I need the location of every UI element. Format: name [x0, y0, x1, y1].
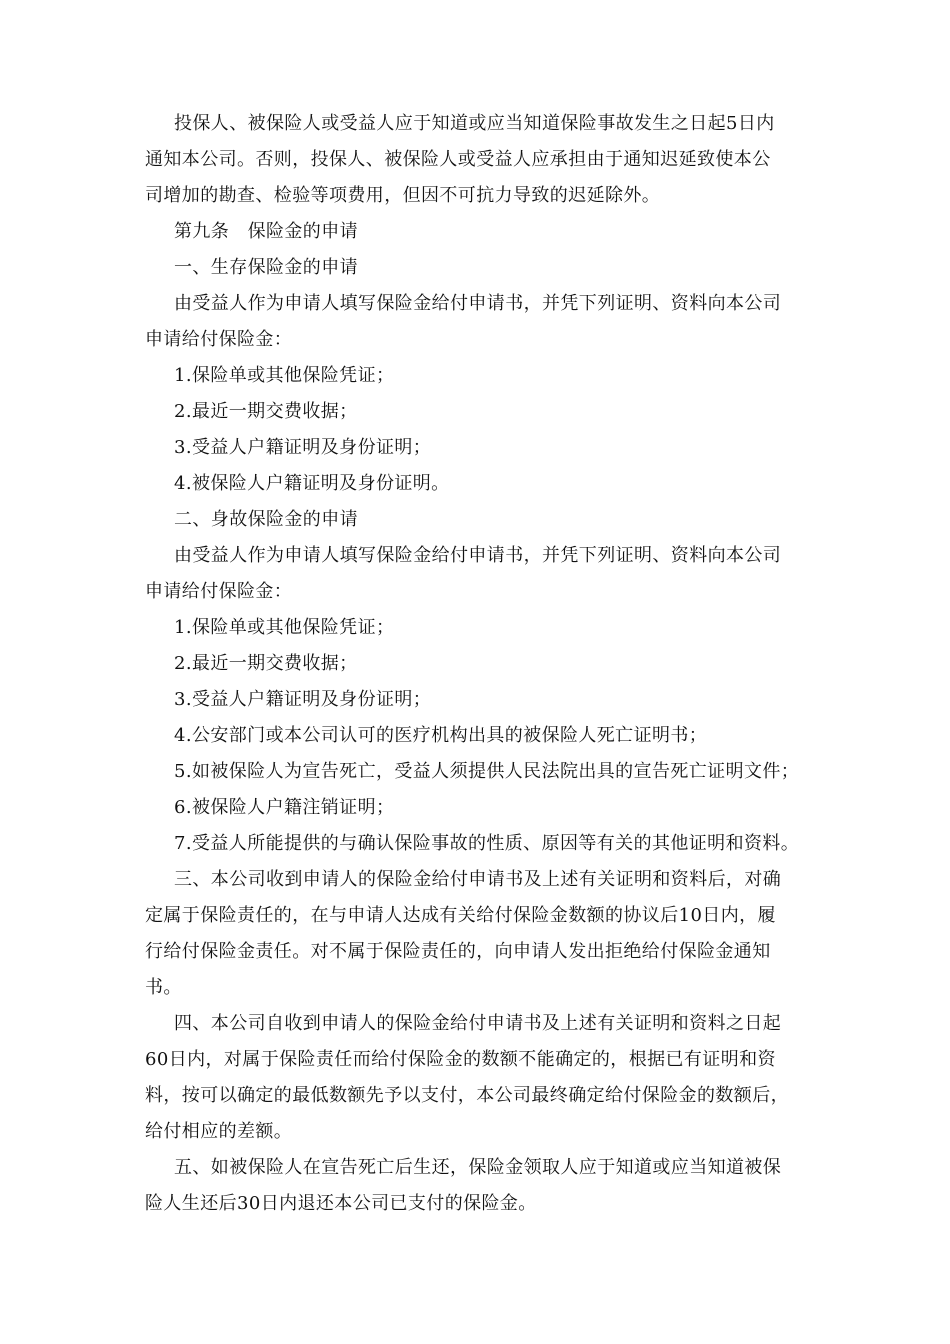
text-line: 2.最近一期交费收据； — [174, 401, 358, 422]
text-line: 7.受益人所能提供的与确认保险事故的性质、原因等有关的其他证明和资料。 — [174, 833, 800, 854]
text-line: 4.公安部门或本公司认可的医疗机构出具的被保险人死亡证明书； — [174, 725, 708, 746]
text-line: 申请给付保险金： — [145, 581, 293, 602]
text-line: 第九条 保险金的申请 — [174, 221, 358, 242]
text-line: 书。 — [145, 977, 182, 998]
text-line: 行给付保险金责任。对不属于保险责任的，向申请人发出拒绝给付保险金通知 — [145, 941, 771, 962]
text-line: 四、本公司自收到申请人的保险金给付申请书及上述有关证明和资料之日起 — [174, 1013, 782, 1034]
text-line: 料，按可以确定的最低数额先予以支付，本公司最终确定给付保险金的数额后， — [145, 1085, 789, 1106]
text-line: 1.保险单或其他保险凭证； — [174, 617, 395, 638]
text-line: 二、身故保险金的申请 — [174, 509, 358, 530]
text-line: 2.最近一期交费收据； — [174, 653, 358, 674]
text-line: 通知本公司。否则，投保人、被保险人或受益人应承担由于通知迟延致使本公 — [145, 149, 771, 170]
text-line: 司增加的勘查、检验等项费用，但因不可抗力导致的迟延除外。 — [145, 185, 661, 206]
text-line: 投保人、被保险人或受益人应于知道或应当知道保险事故发生之日起5日内 — [174, 113, 775, 134]
text-line: 由受益人作为申请人填写保险金给付申请书，并凭下列证明、资料向本公司 — [174, 293, 782, 314]
text-line: 6.被保险人户籍注销证明； — [174, 797, 395, 818]
text-line: 3.受益人户籍证明及身份证明； — [174, 689, 432, 710]
text-line: 给付相应的差额。 — [145, 1121, 293, 1142]
text-line: 申请给付保险金： — [145, 329, 293, 350]
text-line: 三、本公司收到申请人的保险金给付申请书及上述有关证明和资料后，对确 — [174, 869, 782, 890]
text-line: 3.受益人户籍证明及身份证明； — [174, 437, 432, 458]
text-line: 60日内，对属于保险责任而给付保险金的数额不能确定的，根据已有证明和资 — [145, 1049, 776, 1070]
text-line: 五、如被保险人在宣告死亡后生还，保险金领取人应于知道或应当知道被保 — [174, 1157, 782, 1178]
text-line: 定属于保险责任的，在与申请人达成有关给付保险金数额的协议后10日内，履 — [145, 905, 776, 926]
text-line: 1.保险单或其他保险凭证； — [174, 365, 395, 386]
text-line: 一、生存保险金的申请 — [174, 257, 358, 278]
text-line: 5.如被保险人为宣告死亡，受益人须提供人民法院出具的宣告死亡证明文件； — [174, 761, 800, 782]
document-body — [145, 106, 805, 1222]
text-line: 由受益人作为申请人填写保险金给付申请书，并凭下列证明、资料向本公司 — [174, 545, 782, 566]
text-line: 险人生还后30日内退还本公司已支付的保险金。 — [145, 1193, 537, 1214]
text-line: 4.被保险人户籍证明及身份证明。 — [174, 473, 450, 494]
